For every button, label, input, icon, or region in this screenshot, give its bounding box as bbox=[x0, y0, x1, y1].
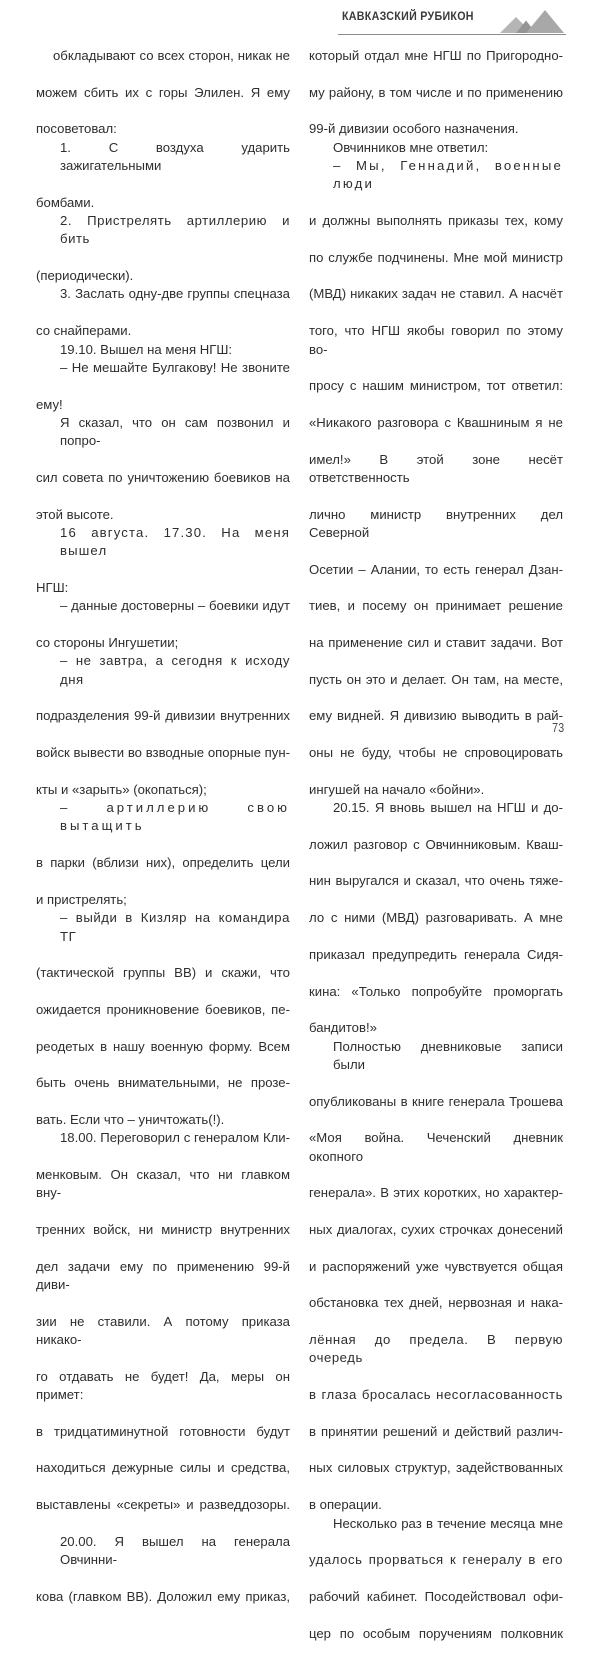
text-line: в тридцатиминутной готовности будут bbox=[36, 1423, 290, 1439]
text-line: 18.00. Переговорил с генералом Кли- bbox=[60, 1130, 290, 1146]
text-line: – артиллерию свою вытащить bbox=[60, 800, 290, 834]
text-line: нин выругался и сказал, что очень тяже- bbox=[309, 873, 563, 889]
text-line: 3. Заслать одну-две группы спецназа bbox=[60, 286, 290, 302]
text-line: посоветовал: bbox=[36, 121, 117, 137]
column-left bbox=[36, 47, 290, 1625]
text-line: этой высоте. bbox=[36, 506, 114, 522]
text-line: бандитов!» bbox=[309, 1020, 377, 1036]
text-line: войск вывести во взводные опорные пун- bbox=[36, 745, 290, 761]
text-line: Несколько раз в течение месяца мне bbox=[333, 1515, 563, 1531]
text-line: рабочий кабинет. Посодействовал офи- bbox=[309, 1588, 563, 1604]
text-line: менковым. Он сказал, что ни главком вну- bbox=[36, 1166, 290, 1201]
text-line: на применение сил и ставит задачи. Вот bbox=[309, 635, 563, 650]
text-line: быть очень внимательными, не прозе- bbox=[36, 1075, 290, 1091]
text-line: НГШ: bbox=[36, 579, 69, 595]
text-line: со снайперами. bbox=[36, 323, 132, 339]
text-line: в глаза бросалась несогласованность bbox=[309, 1387, 563, 1403]
text-line: лично министр внутренних дел Северной bbox=[309, 506, 563, 540]
text-line: 16 августа. 17.30. На меня вышел bbox=[60, 524, 290, 559]
text-line: 19.10. Вышел на меня НГШ: bbox=[60, 341, 233, 357]
text-line: цер по особым поручениям полковник bbox=[309, 1625, 563, 1641]
text-line: (тактической группы ВВ) и скажи, что bbox=[36, 965, 290, 981]
text-line: того, что НГШ якобы говорил по этому во- bbox=[309, 323, 563, 357]
text-line: обстановка тех дней, нервозная и нака- bbox=[309, 1295, 563, 1311]
text-line: 20.15. Я вновь вышел на НГШ и до- bbox=[333, 800, 563, 816]
text-line: лённая до предела. В первую очередь bbox=[309, 1332, 563, 1366]
text-line: со стороны Ингушетии; bbox=[36, 635, 179, 650]
text-line: тренних войск, ни министр внутренних bbox=[36, 1222, 290, 1237]
column-right bbox=[309, 47, 563, 1661]
text-line: Овчинников мне ответил: bbox=[333, 139, 489, 155]
text-line: в принятии решений и действий различ- bbox=[309, 1423, 563, 1439]
text-line: – выйди в Кизляр на командира ТГ bbox=[60, 910, 290, 944]
text-line: просу с нашим министром, тот ответил: bbox=[309, 378, 563, 394]
text-line: кова (главком ВВ). Доложил ему приказ, bbox=[36, 1588, 290, 1604]
text-line: тиев, и посему он принимает решение bbox=[309, 598, 563, 614]
text-line: в парки (вблизи них), определить цели bbox=[36, 855, 290, 871]
text-line: по службе подчинены. Мне мой министр bbox=[309, 249, 563, 265]
text-line: в операции. bbox=[309, 1497, 382, 1513]
text-line: выставлены «секреты» и разведдозоры. bbox=[36, 1497, 290, 1513]
text-line: и должны выполнять приказы тех, кому bbox=[309, 213, 563, 229]
text-line: ло с ними (МВД) разговаривать. А мне bbox=[309, 910, 563, 926]
text-line: имел!» В этой зоне несёт ответственность bbox=[309, 451, 563, 485]
text-line: кина: «Только попробуйте проморгать bbox=[309, 983, 563, 999]
text-line: – Мы, Геннадий, военные люди bbox=[333, 158, 563, 192]
text-line: го отдавать не будет! Да, меры он примет: bbox=[36, 1368, 290, 1403]
text-line: приказал предупредить генерала Сидя- bbox=[309, 946, 563, 962]
text-line: генерала». В этих коротких, но характер- bbox=[309, 1185, 563, 1201]
text-line: и пристрелять; bbox=[36, 891, 127, 907]
text-line: ных диалогах, сухих строчках донесений bbox=[309, 1222, 563, 1237]
text-line: можем сбить их с горы Элилен. Я ему bbox=[36, 84, 290, 100]
text-line: (МВД) никаких задач не ставил. А насчёт bbox=[309, 286, 563, 302]
text-line: 1. С воздуха ударить зажигательными bbox=[60, 139, 290, 174]
text-line: сил совета по уничтожению боевиков на bbox=[36, 469, 290, 485]
text-line: му району, в том числе и по применению bbox=[309, 84, 563, 100]
text-line: и распоряжений уже чувствуется общая bbox=[309, 1258, 563, 1274]
text-line: находиться дежурные силы и средства, bbox=[36, 1460, 290, 1476]
text-line: 2. Пристрелять артиллерию и бить bbox=[60, 213, 290, 247]
text-line: обкладывают со всех сторон, никак не bbox=[53, 48, 290, 63]
text-line: – данные достоверны – боевики идут bbox=[60, 598, 290, 614]
text-line: 20.00. Я вышел на генерала Овчинни- bbox=[60, 1533, 290, 1568]
text-line: дел задачи ему по применению 99-й диви- bbox=[36, 1258, 290, 1293]
text-line: вать. Если что – уничтожать(!). bbox=[36, 1111, 225, 1127]
text-line: ожидается проникновение боевиков, пе- bbox=[36, 1001, 290, 1017]
text-line: Я сказал, что он сам позвонил и попро- bbox=[60, 414, 290, 449]
text-line: Полностью дневниковые записи были bbox=[333, 1038, 563, 1072]
text-line: бомбами. bbox=[36, 194, 95, 210]
page-number: 73 bbox=[551, 721, 564, 735]
text-line: – не завтра, а сегодня к исходу дня bbox=[60, 653, 290, 687]
text-line: «Моя война. Чеченский дневник окопного bbox=[309, 1130, 563, 1164]
text-line: «Никакого разговора с Квашниным я не bbox=[309, 414, 563, 430]
text-line: который отдал мне НГШ по Пригородно- bbox=[309, 48, 563, 63]
text-line: оны не буду, чтобы не спровоцировать bbox=[309, 745, 563, 761]
text-line: подразделения 99-й дивизии внутренних bbox=[36, 708, 290, 724]
text-line: 99-й дивизии особого назначения. bbox=[309, 121, 519, 137]
text-line: удалось прорваться к генералу в его bbox=[309, 1552, 563, 1568]
text-line: ингушей на начало «бойни». bbox=[309, 781, 485, 797]
text-line: Осетии – Алании, то есть генерал Дзан- bbox=[309, 561, 563, 577]
text-line: (периодически). bbox=[36, 268, 134, 284]
text-line: зии не ставили. А потому приказа никако- bbox=[36, 1313, 290, 1348]
text-line: реодетых в нашу военную форму. Всем bbox=[36, 1038, 290, 1054]
text-line: кты и «зарыть» (окопаться); bbox=[36, 781, 207, 797]
text-line: ему видней. Я дивизию выводить в рай- bbox=[309, 708, 563, 724]
text-line: ных силовых структур, задействованных bbox=[309, 1460, 563, 1476]
text-line: ему! bbox=[36, 396, 63, 412]
text-line: ложил разговор с Овчинниковым. Кваш- bbox=[309, 836, 563, 852]
text-line: опубликованы в книге генерала Трошева bbox=[309, 1093, 563, 1109]
text-line: пусть он это и делает. Он там, на месте, bbox=[309, 671, 563, 687]
text-line: – Не мешайте Булгакову! Не звоните bbox=[60, 359, 290, 375]
running-head-title: КАВКАЗСКИЙ РУБИКОН bbox=[342, 9, 474, 23]
